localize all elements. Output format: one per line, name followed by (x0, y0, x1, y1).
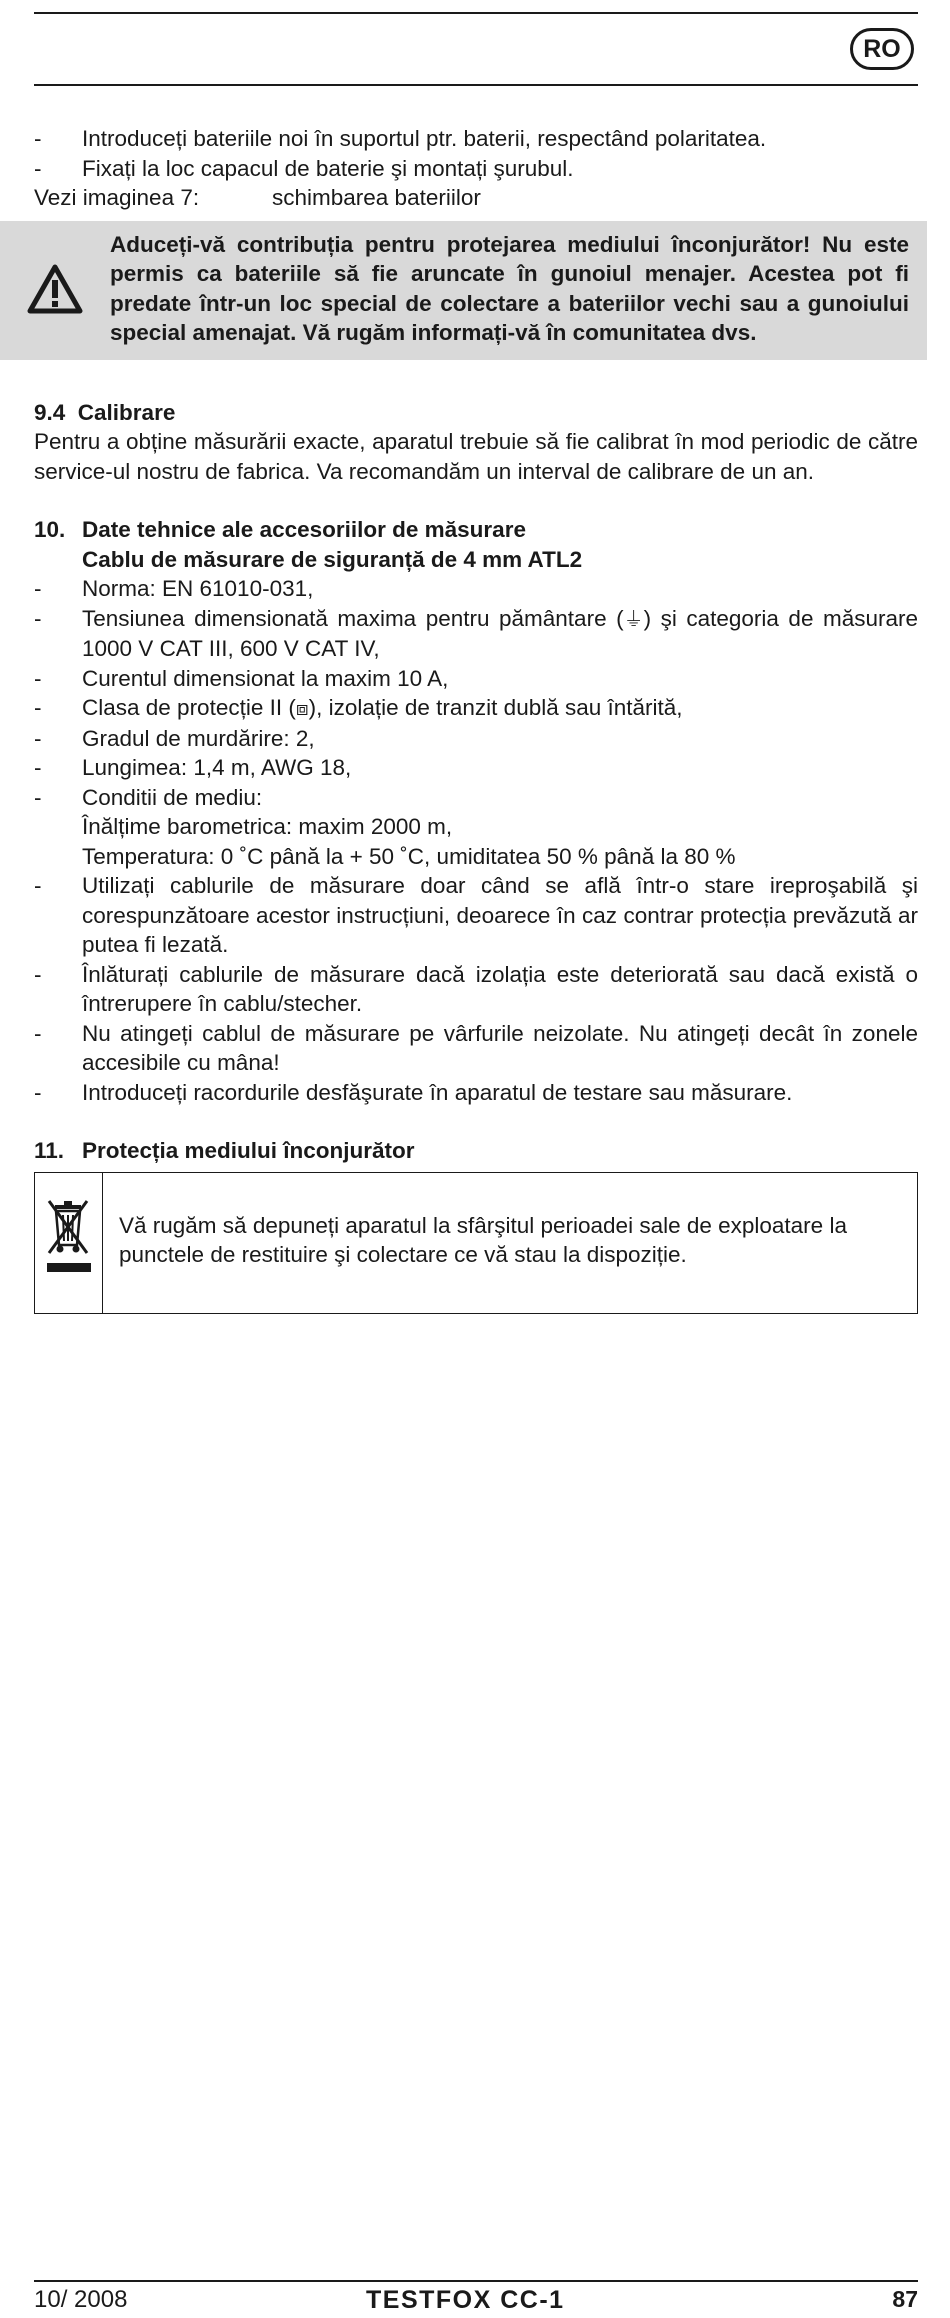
environment-box (34, 1172, 918, 1314)
list-item: - Fixați la loc capacul de baterie şi montați şurubul. (34, 155, 574, 181)
list-item: - Lungimea: 1,4 m, AWG 18, (34, 755, 352, 780)
footer-rule (34, 2280, 918, 2282)
warning-text: Aduceți-vă contribuția pentru protejarea mediului înconjurător! Nu este permis ca bateriile să fie aruncate în gunoiul menajer. Acestea pot fi predate într-un loc special de colectare a bateriilor vechi sau a gunoiului special amenajat. Vă rugăm informați-vă în comunitatea dvs. (110, 231, 909, 345)
footer-date: 10/ 2008 (34, 2286, 128, 2313)
footer (34, 2286, 918, 2316)
calibration-body: Pentru a obține măsurării exacte, aparatul trebuie să fie calibrat în mod periodic de către service-ul nostru de fabrica. Va recomandăm un interval de calibrare de un an. (34, 429, 918, 484)
content (34, 124, 918, 1314)
crossed-out-wheeled-bin-icon (35, 1173, 103, 1313)
section-heading-calibration: 9.4 Calibrare (34, 399, 176, 425)
section-heading-tech: 10. Date tehnice ale accesoriilor de măsurare Cablu de măsurare de siguranță de 4 mm ATL2 (34, 517, 583, 572)
environment-text: Vă rugăm să depuneți aparatul la sfârşitul perioadei sale de exploatare la punctele de restituire şi colectare ce vă stau la dispoziție. (119, 1212, 847, 1267)
list-item: - Norma: EN 61010-031, (34, 576, 314, 601)
warning-box (0, 221, 927, 360)
figure-reference: Vezi imaginea 7: schimbarea bateriilor (34, 185, 481, 210)
earth-icon: ⏚ (623, 606, 644, 631)
warning-triangle-icon (0, 264, 110, 314)
section-heading-environment: 11. Protecția mediului înconjurător (34, 1138, 415, 1163)
list-item: - Utilizați cablurile de măsurare doar când se află într-o stare ireproşabilă şi corespunzătoare acestor instrucțiuni, deoarece în caz contrar protecția prevăzută ar putea fi lezată. (34, 873, 918, 957)
double-insulation-icon: ⧈ (295, 696, 309, 720)
list-item: - Tensiunea dimensionată maxima pentru pământare (⏚) şi categoria de măsurare 1000 V CAT III, 600 V CAT IV, (34, 605, 918, 661)
footer-brand: TESTFOX CC-1 (366, 2286, 565, 2314)
language-badge: RO (850, 28, 914, 70)
list-item: - Gradul de murdărire: 2, (34, 725, 315, 751)
list-item: - Introduceți racordurile desfăşurate în aparatul de testare sau măsurare. (34, 1079, 793, 1105)
page-number: 87 (892, 2286, 918, 2312)
list-item: - Introduceți bateriile noi în suportul ptr. baterii, respectând polaritatea. (34, 126, 767, 151)
list-item: - Conditii de mediu: Înălțime barometrica: maxim 2000 m, Temperatura: 0 ˚C până la + 50 ˚C, umiditatea 50 % până la 80 % (34, 784, 736, 869)
list-item: - Înlăturați cablurile de măsurare dacă izolația este deteriorată sau dacă există o întrerupere în cablu/stecher. (34, 961, 918, 1016)
header-rule (34, 12, 918, 14)
header-underline (34, 84, 918, 86)
list-item: - Clasa de protecție II (⧈), izolație de tranzit dublă sau întărită, (34, 695, 683, 720)
list-item: - Nu atingeți cablul de măsurare pe vârfurile neizolate. Nu atingeți decât în zonele accesibile cu mâna! (34, 1020, 918, 1075)
list-item: - Curentul dimensionat la maxim 10 A, (34, 665, 449, 691)
